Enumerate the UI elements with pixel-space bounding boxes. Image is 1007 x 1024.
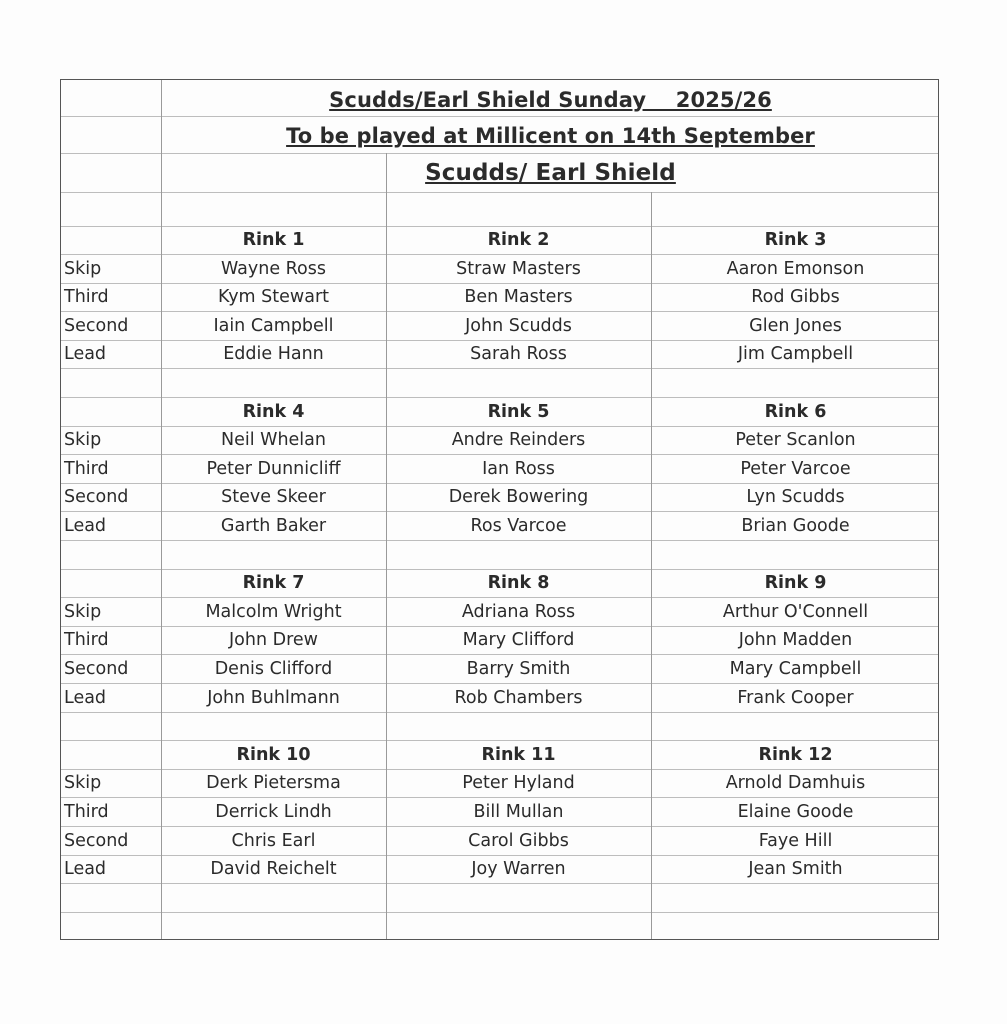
grid-row-line: [61, 116, 938, 117]
player-name: Brian Goode: [741, 516, 850, 536]
player-name: Rod Gibbs: [751, 287, 840, 307]
player-name: Ian Ross: [482, 459, 555, 479]
grid-row-line: [61, 712, 938, 713]
position-label: Second: [64, 316, 129, 336]
player-name: Jim Campbell: [737, 344, 854, 364]
player-name: Mary Campbell: [729, 659, 862, 679]
rink-header: Rink 4: [242, 402, 305, 422]
player-name: Steve Skeer: [221, 487, 326, 507]
player-name: Derek Bowering: [448, 487, 589, 507]
position-label: Third: [64, 630, 109, 650]
position-label: Third: [64, 459, 109, 479]
player-name: John Madden: [738, 630, 853, 650]
player-name: Peter Dunnicliff: [206, 459, 341, 479]
rink-header: Rink 10: [236, 745, 311, 765]
player-name: Faye Hill: [758, 831, 833, 851]
player-name: Mary Clifford: [462, 630, 575, 650]
rink-header: Rink 3: [764, 230, 827, 250]
player-name: Carol Gibbs: [468, 831, 569, 851]
grid-row-line: [61, 368, 938, 369]
player-name: Neil Whelan: [221, 430, 326, 450]
player-name: Joy Warren: [471, 859, 566, 879]
player-name: Wayne Ross: [221, 259, 326, 279]
player-name: Jean Smith: [748, 859, 843, 879]
player-name: David Reichelt: [210, 859, 337, 879]
position-label: Lead: [64, 516, 107, 536]
player-name: Denis Clifford: [214, 659, 333, 679]
player-name: Kym Stewart: [218, 287, 329, 307]
player-name: Ros Varcoe: [470, 516, 567, 536]
position-label: Third: [64, 802, 109, 822]
position-label: Second: [64, 659, 129, 679]
player-name: Glen Jones: [749, 316, 842, 336]
rink-header: Rink 1: [242, 230, 305, 250]
grid-row-line: [61, 883, 938, 884]
player-name: Rob Chambers: [454, 688, 583, 708]
player-name: Arnold Damhuis: [725, 773, 866, 793]
player-name: Adriana Ross: [461, 602, 576, 622]
player-name: Malcolm Wright: [205, 602, 342, 622]
position-label: Lead: [64, 344, 107, 364]
player-name: Ben Masters: [464, 287, 573, 307]
position-label: Second: [64, 487, 129, 507]
player-name: Derrick Lindh: [215, 802, 332, 822]
sheet-subtitle: To be played at Millicent on 14th September: [286, 124, 815, 148]
rink-header: Rink 5: [487, 402, 550, 422]
player-name: John Buhlmann: [207, 688, 340, 708]
rink-header: Rink 12: [758, 745, 833, 765]
player-name: Andre Reinders: [451, 430, 586, 450]
position-label: Skip: [64, 259, 102, 279]
rink-header: Rink 9: [764, 573, 827, 593]
grid-row-line: [61, 153, 938, 154]
rink-header: Rink 6: [764, 402, 827, 422]
player-name: Peter Hyland: [462, 773, 575, 793]
rink-header: Rink 11: [481, 745, 556, 765]
player-name: Sarah Ross: [470, 344, 567, 364]
grid-row-line: [61, 192, 938, 193]
player-name: Derk Pietersma: [206, 773, 341, 793]
grid-row-line: [61, 540, 938, 541]
player-name: John Scudds: [465, 316, 572, 336]
player-name: Elaine Goode: [737, 802, 854, 822]
player-name: Peter Scanlon: [735, 430, 856, 450]
player-name: Bill Mullan: [473, 802, 564, 822]
player-name: Frank Cooper: [737, 688, 854, 708]
player-name: Lyn Scudds: [746, 487, 845, 507]
position-label: Skip: [64, 773, 102, 793]
player-name: John Drew: [229, 630, 318, 650]
player-name: Iain Campbell: [213, 316, 334, 336]
position-label: Lead: [64, 688, 107, 708]
player-name: Barry Smith: [466, 659, 571, 679]
player-name: Peter Varcoe: [740, 459, 851, 479]
player-name: Aaron Emonson: [726, 259, 865, 279]
team-sheet-table: [60, 79, 939, 940]
competition-heading: Scudds/ Earl Shield: [425, 160, 676, 186]
rink-header: Rink 2: [487, 230, 550, 250]
player-name: Eddie Hann: [223, 344, 324, 364]
player-name: Chris Earl: [231, 831, 316, 851]
sheet-title: Scudds/Earl Shield Sunday 2025/26: [329, 88, 772, 112]
player-name: Garth Baker: [220, 516, 327, 536]
grid-row-line: [61, 912, 938, 913]
rink-header: Rink 8: [487, 573, 550, 593]
rink-header: Rink 7: [242, 573, 305, 593]
position-label: Skip: [64, 602, 102, 622]
position-label: Third: [64, 287, 109, 307]
position-label: Lead: [64, 859, 107, 879]
player-name: Straw Masters: [456, 259, 581, 279]
position-label: Second: [64, 831, 129, 851]
position-label: Skip: [64, 430, 102, 450]
player-name: Arthur O'Connell: [722, 602, 869, 622]
